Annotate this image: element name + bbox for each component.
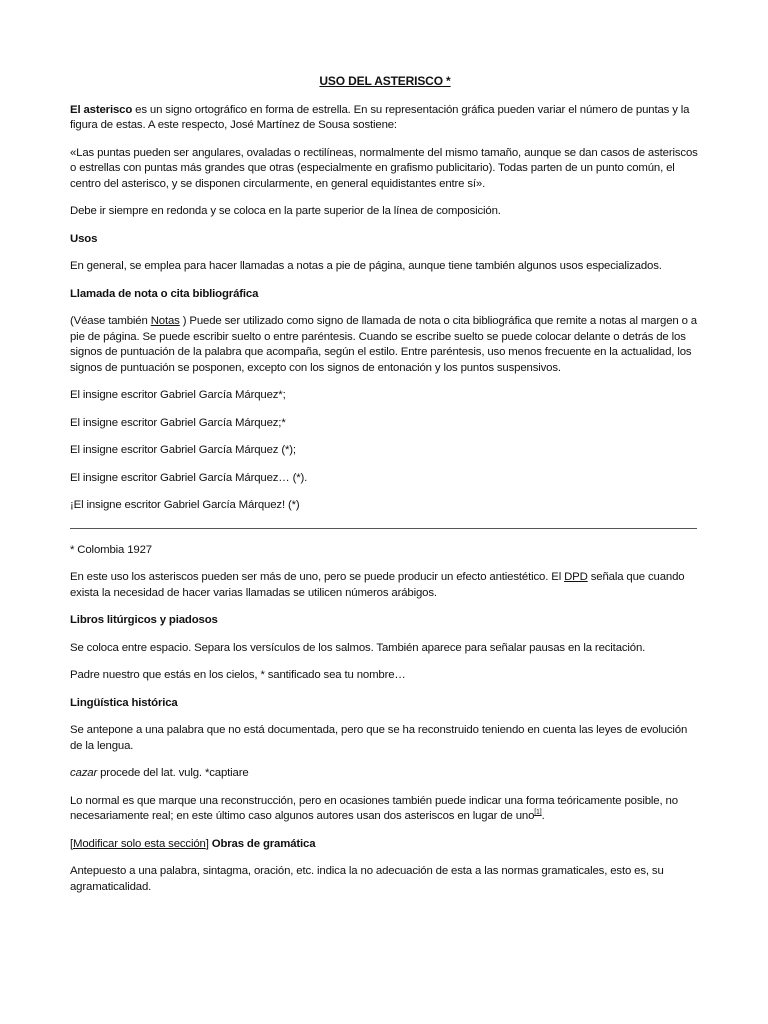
example-line: ¡El insigne escritor Gabriel García Márquez! (*) [70,499,300,511]
edit-section-link[interactable]: Modificar solo esta sección [73,837,206,850]
antiestetico-pre: En este uso los asteriscos pueden ser más de uno, pero se puede producir un efecto antiestético. El [70,571,565,583]
gramatica-heading: Obras de gramática [208,837,316,850]
example-word: cazar [70,767,98,779]
gramatica-heading-line [70,837,700,853]
intro-paragraph [70,103,700,134]
example-line: El insigne escritor Gabriel García Márquez;* [70,416,286,429]
notas-link[interactable]: Notas [150,315,180,327]
linguistica-heading: Lingüística histórica [70,696,178,709]
footnote-divider [70,528,697,529]
llamada-paragraph [70,314,700,376]
example-line: El insigne escritor Gabriel García Márquez*; [70,389,286,401]
document-page [70,60,700,907]
gramatica-paragraph: Antepuesto a una palabra, sintagma, oración, etc. indica la no adecuación de esta a las normas gramaticales, esto es, su agramaticalidad. [70,865,664,893]
redonda-paragraph: Debe ir siempre en redonda y se coloca en la parte superior de la línea de composición. [70,205,501,217]
antiestetico-paragraph [70,570,700,601]
liturgicos-heading: Libros litúrgicos y piadosos [70,614,218,626]
usos-heading: Usos [70,232,98,245]
linguistica-example [70,766,700,782]
dpd-link[interactable]: DPD [564,571,588,583]
page-title: USO DEL ASTERISCO * [319,74,451,88]
reconstruccion-end: . [541,810,545,822]
antiestetico-post: señala que cuando exista la necesidad de hacer varias llamadas se utilicen números arábigos. [70,571,685,599]
linguistica-paragraph: Se antepone a una palabra que no está documentada, pero que se ha reconstruido teniendo en cuenta las leyes de evolución de la lengua. [70,724,688,752]
llamada-post: ) Puede ser utilizado como signo de llamada de nota o cita bibliográfica que remite a notas al margen o a pie de página. Se puede escribir suelto o entre paréntesis. Cuando se escribe suelto se puede colocar delante o detrás de los signos de puntuación de la palabra que acompaña, según el estilo. Entre paréntesis, uso menos frecuente en la actualidad, los signos de puntuación se posponen, excepto con los signos de entonación y los puntos suspensivos. [70,315,697,374]
example-rest: procede del lat. vulg. *captiare [97,767,249,779]
example-line: El insigne escritor Gabriel García Márquez (*); [70,444,296,456]
liturgicos-paragraph: Se coloca entre espacio. Separa los versículos de los salmos. También aparece para señalar pausas en la recitación. [70,641,646,654]
footnote: * Colombia 1927 [70,543,152,556]
llamada-pre: (Véase también [70,315,151,327]
llamada-heading: Llamada de nota o cita bibliográfica [70,287,259,300]
liturgicos-example: Padre nuestro que estás en los cielos, * santificado sea tu nombre… [70,669,406,681]
edit-bracket-close: ] [205,837,209,850]
reference-link[interactable]: [1] [534,809,542,817]
intro-term: El asterisco [70,103,133,116]
usos-paragraph: En general, se emplea para hacer llamadas a notas a pie de página, aunque tiene también algunos usos especializados. [70,260,662,272]
example-line: El insigne escritor Gabriel García Márquez… (*). [70,471,308,484]
reconstruccion-paragraph [70,794,700,825]
reconstruccion-text: Lo normal es que marque una reconstrucción, pero en ocasiones también puede indicar una forma teóricamente posible, no necesariamente real; en este último caso algunos autores usan dos asteriscos en lugar de uno [70,794,678,822]
intro-text: es un signo ortográfico en forma de estrella. En su representación gráfica pueden variar el número de puntas y la figura de estas. A este respecto, José Martínez de Sousa sostiene: [70,103,690,131]
edit-bracket-open: [ [70,837,74,850]
quote-paragraph: «Las puntas pueden ser angulares, ovaladas o rectilíneas, normalmente del mismo tamaño, aunque se dan casos de asteriscos o estrellas con puntas más grandes que otras (especialmente en grafismo publicitario). Todas parten de un punto común, el centro del asterisco, y se disponen circularmente, en general equidistantes entre sí». [70,146,698,190]
